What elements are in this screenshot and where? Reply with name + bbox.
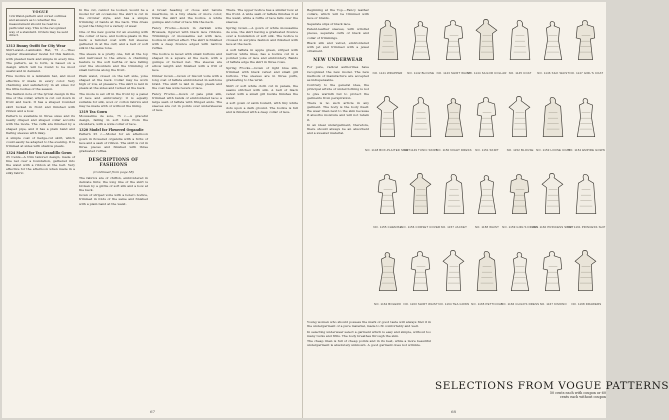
figure-caption: NO. 1161 PRINCESS SLIP xyxy=(567,225,606,229)
descriptions-subtitle: (Continued from page 58) xyxy=(93,169,134,174)
body-paragraph: Spring Frocks.—Gown of light blue silk, trimmed with black velvet and small gilt buttons. The sleeves are in three puffs, graduating to the wrist. xyxy=(226,65,298,82)
pattern-figure xyxy=(401,162,441,229)
pattern-figure xyxy=(570,8,603,75)
pattern-item-heading: 1324 Model for Tea Grandillo Gown xyxy=(6,150,72,155)
body-paragraph: The fabrics are of chiffon, embroidered in delicate tints; the long line of the skirt is broken by a girdle of soft silk and a bow at the back. xyxy=(79,175,148,192)
col2-items xyxy=(79,110,148,153)
pattern-figure xyxy=(371,239,404,306)
body-paragraph: Plain waist, closed on the left side, yoke shaped at the back. Collar may be worn high or low, at pleasure. The skirt is laid in pleats at the sides and tucked at the back. xyxy=(79,73,148,91)
body-paragraph: Skirt of soft white cloth cut in panels, the seams stitched with silk. A belt of black velvet with a small gilt buckle finishes the waist. xyxy=(226,83,298,100)
dress-illustration-icon xyxy=(475,162,499,224)
body-paragraph: Gown of striped voile with a bolero bodice, trimmed in folds of the same and finished with a plain band at the waist. xyxy=(79,193,148,206)
pattern-item-description: Pattern is available in three sizes and its neatly draped and shaped collar accords with the mode. The cuffs are finished by a shaped pipe, and it has a plain band and flaring sleeves with inlay. xyxy=(6,114,75,135)
body-paragraph: The bodice is laced with small buttons and shaped in a square at the neck, with a guimpe of tucked net. The sleeves are elbow length and finished with a frill of lace. xyxy=(152,51,222,73)
body-paragraph: There is no such article in any garment. The body is the body itself. We wear linen next to the skin because it absorbs moisture and will not retain it. xyxy=(307,101,369,122)
underwear-article xyxy=(307,8,369,318)
dress-illustration-icon xyxy=(508,8,532,70)
dress-illustration-icon xyxy=(409,162,433,224)
advertisement-box xyxy=(6,8,75,41)
body-paragraph: A soft gown of satin foulard, with tiny white dots upon a dark ground. The bodice is full and is finished with a deep collar of lace. xyxy=(226,101,298,114)
left-page xyxy=(2,2,303,418)
figure-caption: NO. 1165 PETTICOAT xyxy=(471,302,503,306)
pattern-figure xyxy=(570,239,603,306)
dress-illustration-icon xyxy=(409,85,433,147)
col2-paragraphs xyxy=(79,8,148,108)
dress-illustration-icon xyxy=(541,239,565,301)
pattern-figure xyxy=(537,239,570,306)
pattern-figure xyxy=(537,85,570,152)
bottom-article-text xyxy=(307,320,431,400)
body-paragraph: A soft taffeta in apple green, striped with narrow white lines, has a bodice cut in a pointed yoke of lace and embroidery. Bands of taffeta edge the skirt in three rows. xyxy=(226,47,298,65)
pattern-figure xyxy=(371,162,404,229)
figure-caption: NO. 1152 BLOUSE xyxy=(506,148,534,152)
pattern-item-heading: 1313 Bunny Outfit for City Wear xyxy=(6,44,66,49)
col3-paragraphs xyxy=(152,8,222,112)
left-column-4 xyxy=(226,8,298,402)
pattern-figure xyxy=(567,85,605,152)
pattern-figure xyxy=(364,85,411,152)
ad-title: VOGUE xyxy=(32,10,49,14)
underwear-body xyxy=(307,65,369,135)
dress-illustration-icon xyxy=(409,239,433,301)
body-paragraph: The cheap linen is full of cheap points and in its best, while a more beautiful undergarment is absolutely unknown. A good garment does not wrinkle. xyxy=(307,339,431,348)
body-paragraph: In the cut, cannot be looked, would be a model for all occasions; the skirt is cut in the circular style, and has a simple trimming of bands at the back. This dress is just the thing for a variety of wear. xyxy=(79,8,148,29)
pattern-item-description: Fine motive in a lambskin hat, and most effective if made in every color. Very charming and satisfactory in all sizes for the little bodies of the season. xyxy=(6,74,75,91)
underwear-intro xyxy=(307,8,369,53)
left-column-2 xyxy=(79,8,148,402)
pattern-figure xyxy=(470,85,503,152)
figure-caption: NO. 1157 JACKET xyxy=(440,225,467,229)
pattern-figure xyxy=(404,8,437,75)
body-paragraph: In selecting underwear select a garment which is easy and simple, without too many tucks and frills. The body breathes through the skin. xyxy=(307,329,431,338)
dress-illustration-icon xyxy=(574,8,598,70)
body-paragraph: Dinner Gown.—Gown of biscuit voile with a long coat of taffeta embroidered in self-tone braid. The skirt is laid in deep pleats and the coat has wide revers of lace. xyxy=(152,73,222,91)
body-paragraph: Young women who should possess the mark of good taste will always find it in the undergarment of a pure material, made to fit comfortably and well. xyxy=(307,320,431,329)
figure-caption: NO. 1144 SAILOR COLLAR xyxy=(467,71,507,75)
pattern-figure xyxy=(371,8,404,75)
body-paragraph: Contrary to the general idea, the principal article of underclothing is not to give warmth but to protect the garments from perspiration. xyxy=(307,83,369,100)
dress-illustration-icon xyxy=(442,162,466,224)
dress-illustration-icon xyxy=(376,239,400,301)
figure-caption: NO. 1167 KIMONO xyxy=(539,302,567,306)
pattern-item-description: A simple coat of hedge-cut skirt, which could easily be adapted to the evening. It is trimmed at sides with shallow pleats. xyxy=(6,136,75,149)
body-paragraph: Separate slips of black lace. xyxy=(307,21,352,26)
body-paragraph: Fancy Frocks.—Gown of pale pink silk, trimmed with bands of embroidered lace; a large sash of taffeta with fringed ends. The sleeves are cut in points over undersleeves of lace. xyxy=(152,91,222,113)
pattern-item-description: 25 Cents—A trim tailored design, made of fine net over a foundation, gathered into the waist with a ribbon at the belt. Very effective for the afternoon when made in a silky fabric. xyxy=(6,154,75,175)
pattern-figure xyxy=(504,162,537,229)
figure-caption: NO. 1146 SILK WAIST xyxy=(537,71,570,75)
pattern-item-description: Mousseline de soie, 75 c.—A graceful design, falling in soft folds from the shoulders, with a wide collar of lace. xyxy=(79,114,148,127)
figure-caption: NO. 1142 BLOUSE xyxy=(407,71,435,75)
col4-paragraphs xyxy=(226,8,298,114)
pattern-figures-grid xyxy=(364,8,606,316)
pattern-figure xyxy=(504,85,537,152)
ad-text: 124 Waist-pattern and corset outlines and answers as to whether the measurement should be read in a particular way. This is the recognized way of a standard. Orders may be sent direct. xyxy=(9,13,68,38)
dress-illustration-icon xyxy=(541,162,565,224)
selections-title: SELECTIONS FROM VOGUE PATTERNS xyxy=(435,380,669,392)
pattern-item-description: Pattern 25 c.—Model for an afternoon gown in flowered organdie with a fichu of lace and a sash of ribbon. The skirt is cut in three pieces and finished with three graduated ruffles. xyxy=(79,132,148,153)
body-paragraph: The sleeve is a pretty one, full at the top and narrowed to the elbow. A charming feature is the soft bertha of lace falling over the shoulders and the trimming of small buttons along the front. xyxy=(79,51,148,73)
figure-caption: NO. 1151 SKIRT xyxy=(475,148,499,152)
body-paragraph: Spring Gown.—A gown of white mousseline de soie, the skirt having a graduated flounce over a foundation of soft silk. The bodice is crossed in surplice fashion and finished with lace at the neck. xyxy=(226,25,298,47)
dress-illustration-icon xyxy=(508,85,532,147)
col2-after xyxy=(79,176,148,206)
dress-illustration-icon xyxy=(574,85,598,147)
figure-caption: NO. 1163 SHIRT WAIST xyxy=(403,302,438,306)
body-paragraph: Black silk and velvet, embroidered with jet and trimmed with a jewel ornament. xyxy=(307,41,369,54)
figure-caption: NO. 1166 CHILD'S DRESS xyxy=(501,302,540,306)
pattern-item-heading: 1319 Tea Gown xyxy=(79,110,108,115)
body-paragraph: Patent-leather sleeves, with wristlet pieces, separate cuffs of black and collar of trimmings. xyxy=(307,27,369,40)
pattern-figure xyxy=(437,162,470,229)
dress-illustration-icon xyxy=(376,162,400,224)
pattern-figure xyxy=(467,8,507,75)
body-paragraph: For pure, radical authorities have recognized the new model. The new methods of manufacture are accepted as indispensable. xyxy=(307,65,369,82)
figure-caption: NO. 1154 EMPIRE GOWN xyxy=(567,148,605,152)
dress-illustration-icon xyxy=(475,239,499,301)
pattern-figure xyxy=(567,162,606,229)
figure-caption: NO. 1160 PRINCESS SKIRT xyxy=(533,225,574,229)
pattern-figure xyxy=(533,162,574,229)
dress-illustration-icon xyxy=(574,239,598,301)
figure-caption: NO. 1164 TEA GOWN xyxy=(438,302,470,306)
body-paragraph: In an ideal undergarment, therefore, there should always be an absorbent and a sweater material. xyxy=(307,123,369,136)
pattern-item-description: Shirt-waist—Lambskin Hat, 75 c.—Theo regular dressmaker model for this fashion, with pleated back and simple in every line. The pattern, as to form, is based on a design which will be found to be most useful and in demand. xyxy=(6,48,75,73)
col1-items xyxy=(6,44,75,175)
pattern-figure xyxy=(501,239,540,306)
dress-illustration-icon xyxy=(508,239,532,301)
figure-caption: NO. 1168 DRAWERS xyxy=(571,302,602,306)
pattern-figure xyxy=(437,239,470,306)
figure-caption: NO. 1159 GIRL'S DRESS xyxy=(502,225,539,229)
dress-illustration-icon xyxy=(376,85,400,147)
dress-illustration-icon xyxy=(541,85,565,147)
pattern-figure xyxy=(404,85,437,152)
figure-caption: NO. 1143 SHIRT WAIST xyxy=(436,71,472,75)
dress-illustration-icon xyxy=(475,8,499,70)
figure-caption: NO. 1147 GIRL'S COAT xyxy=(569,71,604,75)
figure-caption: NO. 1162 BOLERO xyxy=(373,302,402,306)
body-paragraph: A broad heading of close and nature insertions, in a tiny shade of more color, trims the skirt and the bodice. A white guimpe and collar of lace fills the neck. xyxy=(152,8,222,25)
pattern-figure xyxy=(437,85,470,152)
pattern-item-description: The fashion note of the lyrical design in the line of the collar, which is cut out down in front and back. It has a shaped rounded skirt tucked in front and finished with ribbon and a bow. xyxy=(6,92,75,113)
dress-illustration-icon xyxy=(442,85,466,147)
dress-illustration-icon xyxy=(376,8,400,70)
page-number-right: 68 xyxy=(451,409,457,414)
figure-caption: NO. 1150 NIGHT DRESS xyxy=(436,148,472,152)
figure-caption: NO. 1158 WAIST xyxy=(474,225,500,229)
pattern-figure xyxy=(470,239,503,306)
body-paragraph: Beginning at the Top.—Fancy leather collars, which will be trimmed with lace or braids. xyxy=(307,8,369,21)
right-page xyxy=(303,2,669,418)
pattern-figure xyxy=(537,8,570,75)
page-number-left: 67 xyxy=(150,409,156,414)
body-paragraph: There. The upper bodice has a similar bow at the front. A wide sash of taffeta finishes it at the waist, while a ruffle of lace falls over the sleeves. xyxy=(226,8,298,25)
left-column-3 xyxy=(152,8,222,402)
dress-illustration-icon xyxy=(541,8,565,70)
figure-caption: NO. 1145 COAT xyxy=(508,71,532,75)
dress-illustration-icon xyxy=(508,162,532,224)
figure-caption: NO. 1155 CHEMISE xyxy=(373,225,402,229)
dress-illustration-icon xyxy=(409,8,433,70)
figure-caption: NO. 1156 CORSET COVER xyxy=(401,225,441,229)
price-note: 50 cents each with coupon or 60 cents each without coupon xyxy=(549,391,606,400)
body-paragraph: One of the new gowns for an evening with the collar of lace, and bodice-pleats in the back; a tailored coat with full sleeves gathered in at the cuff, and a belt of soft silk in the same tone. xyxy=(79,29,148,51)
descriptions-title: DESCRIPTIONS OF FASHIONS xyxy=(88,156,139,167)
figure-caption: NO. 1149 TUNIC SKIRT xyxy=(403,148,438,152)
left-column-1 xyxy=(6,8,75,402)
dress-illustration-icon xyxy=(442,8,466,70)
dress-illustration-icon xyxy=(574,162,598,224)
figure-caption: NO. 1153 LOOSE COAT xyxy=(536,148,571,152)
figure-caption: NO. 1141 WRAPPER xyxy=(372,71,403,75)
dress-illustration-icon xyxy=(475,85,499,147)
pattern-figure xyxy=(470,162,503,229)
pattern-item-heading: 1320 Model for Flowered Organdie xyxy=(79,128,144,133)
pattern-figure xyxy=(404,239,437,306)
underwear-title: NEW UNDERWEAR xyxy=(313,57,363,63)
figure-caption: NO. 1148 BOX-PLAITED SKIRT xyxy=(364,148,411,152)
dress-illustration-icon xyxy=(442,239,466,301)
pattern-figure xyxy=(437,8,470,75)
body-paragraph: Fancy Frocks.—Gown in darkish wire Brussels, figured with black lace ribbons. Trimmings of mousseline set with lace, bodice in shirred effect. The skirt is finished with a deep flounce edged with narrow ruffles. xyxy=(152,25,222,51)
body-paragraph: The mode is set off in the front by a panel of lace and embroidery; it is equally suitable for silk, wool or cotton fabrics and may be made with or without the lining. xyxy=(79,91,148,109)
pattern-figure xyxy=(504,8,537,75)
